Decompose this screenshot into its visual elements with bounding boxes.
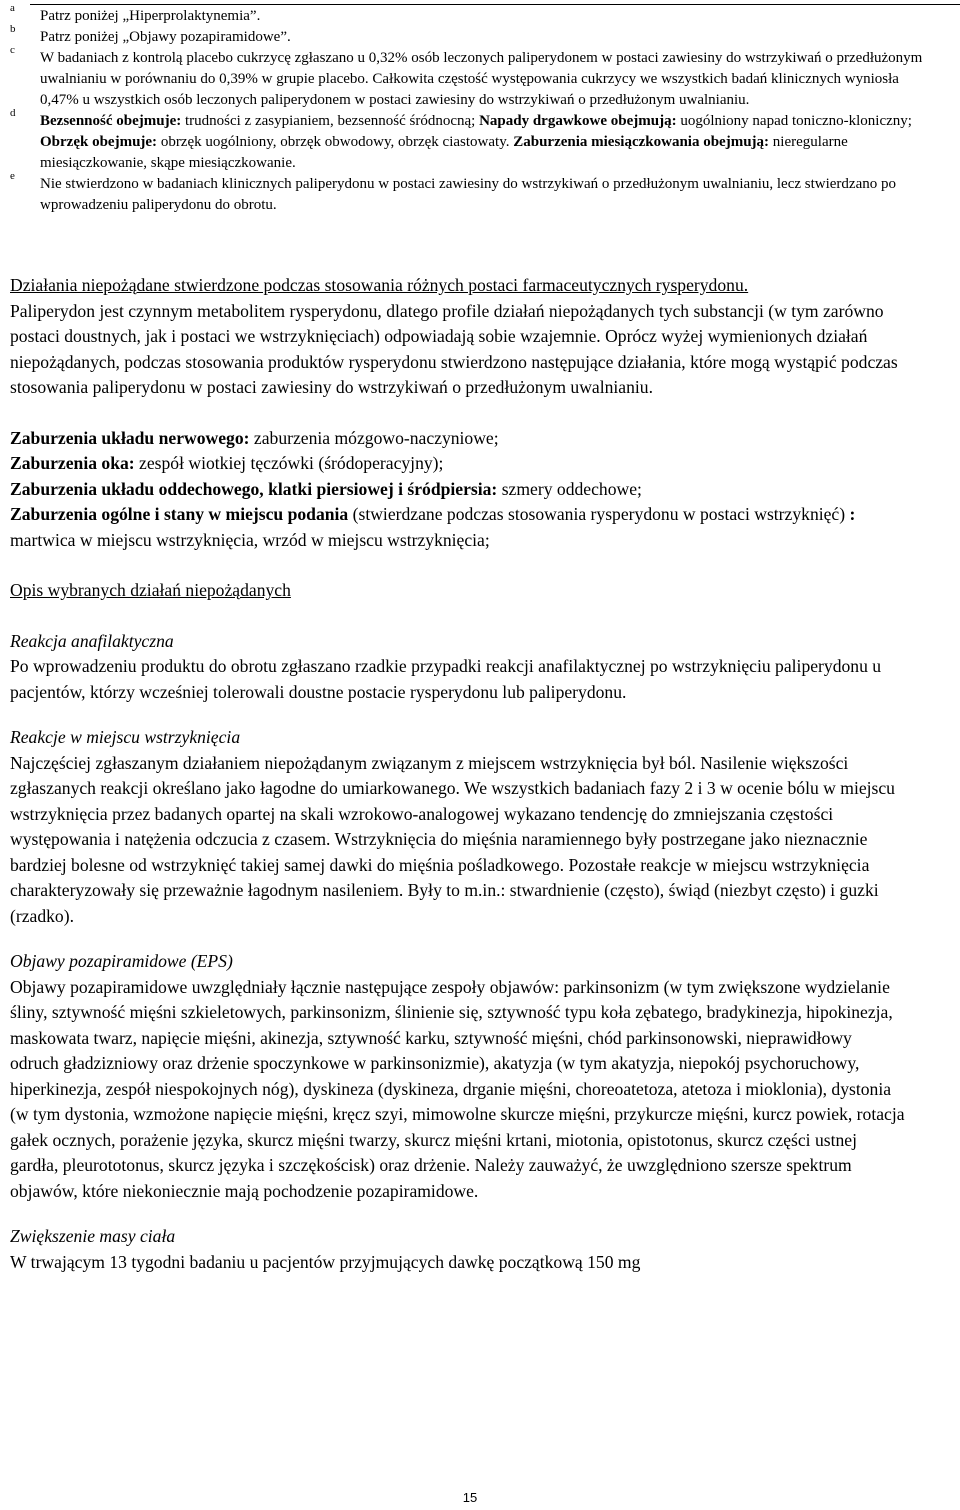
list-text: zaburzenia mózgowo-naczyniowe; <box>249 427 499 448</box>
list-item <box>10 502 905 553</box>
footnotes <box>10 2 940 216</box>
paragraph: Po wprowadzeniu produktu do obrotu zgłaszano rzadkie przypadki reakcji anafilaktycznej po wstrzyknięciu paliperydonu u pacjentów, którzy wcześniej tolerowali doustne postacie rysperydonu lub paliperydonu. <box>10 656 882 702</box>
footnote-text: Nie stwierdzono w badaniach klinicznych paliperydonu w postaci zawiesiny do wstrzykiwań o przedłużonym uwalnianiu, lecz stwierdzano po wprowadzeniu paliperydonu do obrotu. <box>40 176 896 213</box>
list-term: Zaburzenia układu oddechowego, klatki piersiowej i śródpiersia: <box>10 478 498 499</box>
paragraph: Objawy pozapiramidowe uwzględniały łącznie następujące zespoły objawów: parkinsonizm (w tym zwiększone wydzielanie śliny, sztywność mięśni szkieletowych, parkinsonizm, ślinienie się, sztywność typu koła zębatego, bradykinezja, hipokinezja, maskowata twarz, napięcie mięśni, akinezja, sztywność karku, sztywność mięśni, chód parkinsonowski, nieprawidłowy odruch gładzizniowy oraz drżenie spoczynkowe w parkinsonizmie), akatyzja (w tym akatyzja, niepokój psychoruchowy, hiperkinezja, zespół niespokojnych nóg), dyskineza (dyskineza, drganie mięśni, choreoatetoza, atetoza i mioklonia), dystonia (w tym dystonia, wzmożone napięcie mięśni, kręcz szyi, mimowolne skurcze mięśni, przykurcze mięśni, kurcz powiek, rotacja gałek ocznych, porażenie języka, skurcz mięśni twarzy, skurcz mięśni krtani, miotonia, opistotonus, skurcz części ustnej gardła, pleurototonus, skurcz języka i szczękościsk) oraz drżenie. Należy zauważyć, że uwzględniono szersze spektrum objawów, które niekoniecznie mają pochodzenie pozapiramidowe. <box>10 976 905 1201</box>
list-term: Zaburzenia oka: <box>10 453 135 473</box>
footnote-term: Bezsenność obejmuje: <box>40 113 182 129</box>
list-text: szmery oddechowe; <box>497 478 642 499</box>
list-term: : <box>849 504 856 524</box>
footnote-mark: e <box>10 170 15 182</box>
footnote-text: trudności z zasypianiem, bezsenność śródnocną; <box>181 113 480 129</box>
paragraph: W trwającym 13 tygodni badaniu u pacjentów przyjmujących dawkę początkową 150 mg <box>10 1251 641 1272</box>
list-text: (stwierdzane podczas stosowania rysperydonu w postaci wstrzyknięć) <box>348 504 850 524</box>
footnote-term: Obrzęk obejmuje: <box>40 134 158 150</box>
main-content <box>10 273 905 1275</box>
list-term: Zaburzenia ogólne i stany w miejscu podania <box>10 504 349 524</box>
page-number: 15 <box>462 1490 478 1505</box>
subsection-heading: Reakcja anafilaktyczna <box>10 630 174 651</box>
footnote-text: W badaniach z kontrolą placebo cukrzycę zgłaszano u 0,32% osób leczonych paliperydonem w postaci zawiesiny do wstrzykiwań o przedłużonym uwalnianiu w porównaniu do 0,39% w grupie placebo. Całkowita częstość występowania cukrzycy we wszystkich badań klinicznych wyniosła 0,47% u wszystkich osób leczonych paliperydonem w postaci zawiesiny do wstrzykiwań o przedłużonym uwalnianiu. <box>40 50 923 108</box>
footnote-mark: b <box>10 23 16 35</box>
footnote-b <box>10 23 940 48</box>
header-rule <box>30 4 960 5</box>
section-heading: Opis wybranych działań niepożądanych <box>10 580 291 600</box>
footnote-text: obrzęk uogólniony, obrzęk obwodowy, obrzęk ciastowaty. <box>157 134 514 150</box>
footnote-mark: d <box>10 107 16 119</box>
footnote-term: Zaburzenia miesiączkowania obejmują: <box>513 134 770 150</box>
list-text: martwica w miejscu wstrzyknięcia, wrzód w miejscu wstrzyknięcia; <box>10 529 490 550</box>
footnote-term: Napady drgawkowe obejmują: <box>479 113 677 129</box>
list-item <box>10 451 905 477</box>
footnote-a <box>10 2 940 27</box>
section-heading: Działania niepożądane stwierdzone podczas stosowania różnych postaci farmaceutycznych rysperydonu. <box>10 275 749 295</box>
list-item <box>10 477 905 503</box>
list-term: Zaburzenia układu nerwowego: <box>10 427 250 448</box>
footnote-mark: c <box>10 44 15 56</box>
footnote-text: uogólniony napad toniczno-kloniczny; <box>676 113 912 129</box>
paragraph: Najczęściej zgłaszanym działaniem niepożądanym związanym z miejscem wstrzyknięcia był ból. Nasilenie większości zgłaszanych reakcji określano jako łagodne do umiarkowanego. We wszystkich badaniach fazy 2 i 3 w ocenie bólu w miejscu wstrzyknięcia przez badanych opartej na skali wzrokowo-analogowej wykazano tendencję do zmniejszania częstości występowania i natężenia odczucia z czasem. Wstrzyknięcia do mięśnia naramiennego były postrzegane jako nieznacznie bardziej bolesne od wstrzyknięć takiej samej dawki do mięśnia pośladkowego. Pozostałe reakcje w miejscu wstrzyknięcia charakteryzowały się przeważnie łagodnym nasileniem. Były to m.in.: stwardnienie (często), świąd (niezbyt często) i guzki (rzadko). <box>10 752 895 926</box>
footnote-mark: a <box>10 2 15 14</box>
footnote-text: Patrz poniżej „Hiperprolaktynemia”. <box>40 8 261 24</box>
footnote-d <box>10 107 940 174</box>
subsection-heading: Zwiększenie masy ciała <box>10 1226 176 1246</box>
footnote-text: Patrz poniżej „Objawy pozapiramidowe”. <box>40 29 291 45</box>
footnote-c <box>10 44 940 111</box>
list-text: zespół wiotkiej tęczówki (śródoperacyjny); <box>134 453 444 473</box>
paragraph: Paliperydon jest czynnym metabolitem rysperydonu, dlatego profile działań niepożądanych tych substancji (w tym zarówno postaci doustnych, jak i postaci we wstrzyknięciach) odpowiadają sobie wzajemnie. Oprócz wyżej wymienionych działań niepożądanych, podczas stosowania produktów rysperydonu stwierdzono następujące działania, które mogą wystąpić podczas stosowania paliperydonu w postaci zawiesiny do wstrzykiwań o przedłużonym uwalnianiu. <box>10 300 898 397</box>
subsection-heading: Reakcje w miejscu wstrzyknięcia <box>10 727 241 747</box>
footnote-text: nieregularne miesiączkowanie, skąpe miesiączkowanie. <box>40 134 848 171</box>
list-item <box>10 426 905 452</box>
subsection-heading: Objawy pozapiramidowe (EPS) <box>10 951 233 971</box>
footnote-e <box>10 170 940 216</box>
